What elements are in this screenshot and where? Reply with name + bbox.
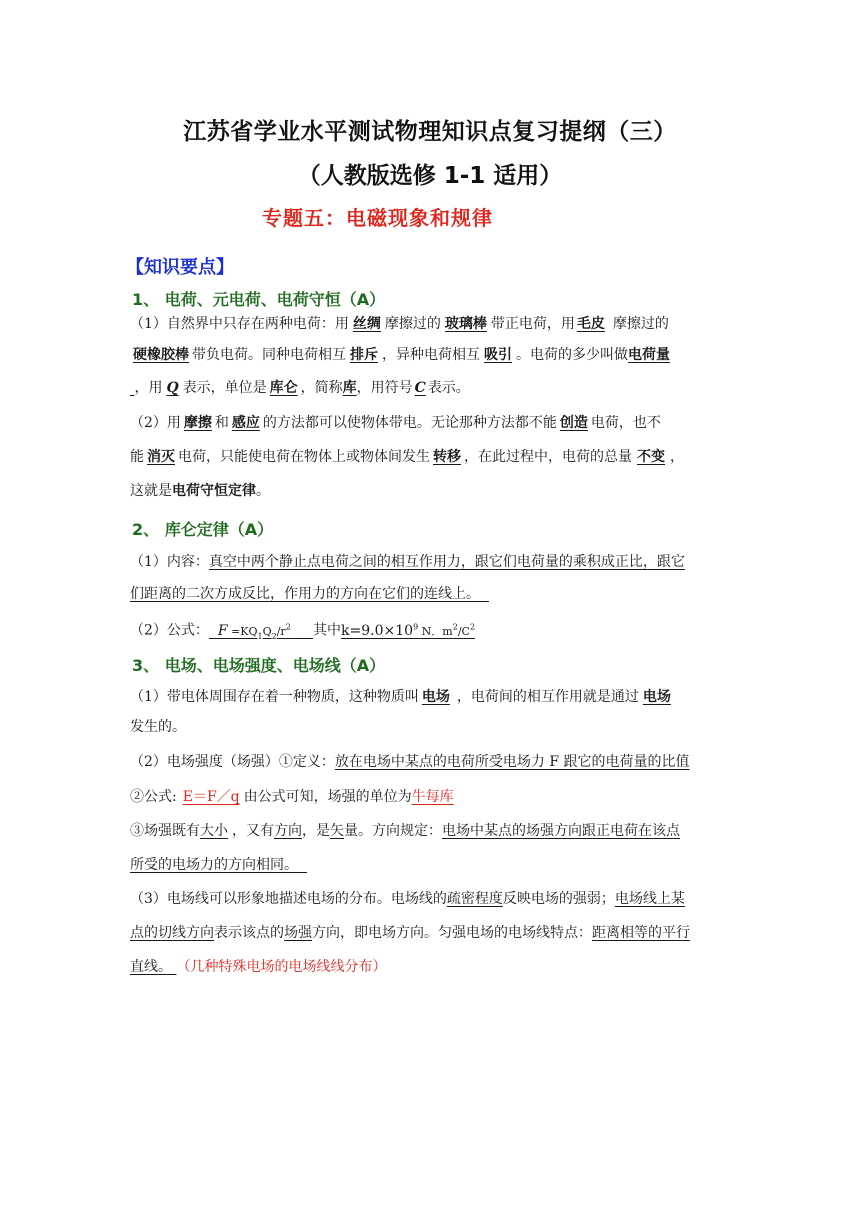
heading-coulomb: 2、 库仑定律（A） [132,520,274,539]
s3-line-6: 所受的电场力的方向相同。 [130,857,298,873]
s1-line-5: 能 消灭 电荷，只能使电荷在物体上或物体间发生 转移 ，在此过程中，电荷的总量 不变 ， [130,449,684,465]
s1-line-6: 这就是电荷守恒定律。 [130,483,270,499]
document-subtitle: （人教版选修 1-1 适用） [297,163,563,189]
s2-line-3-formula: （2）公式： $F =KQ_1Q_2/r^2$ 其中$k=9.0\times 10^9$ N．$m^2/C^2$ [130,622,476,641]
s3-line-9: 直线。 （几种特殊电场的电场线线分布） [130,959,387,975]
s1-line-2: 硬橡胶棒 带负电荷。同种电荷相互 排斥 ，异种电荷相互 吸引 。电荷的多少叫做电荷量 [133,347,670,363]
s3-line-4: ②公式: E＝F／q 由公式可知，场强的单位为牛每库 [130,789,454,805]
s2-line-2: 们距离的二次方成反比，作用力的方向在它们的连线上。 [130,586,480,602]
s3-line-3: （2）电场强度（场强）①定义：放在电场中某点的电荷所受电场力 F 跟它的电荷量的比值 [130,754,690,770]
s3-line-7: （3）电场线可以形象地描述电场的分布。电场线的疏密程度反映电场的强弱；电场线上某 [130,891,685,907]
heading-charge: 1、 电荷、元电荷、电荷守恒（A） [132,290,386,309]
s3-line-8: 点的切线方向表示该点的场强方向，即电场方向。匀强电场的电场线特点：距离相等的平行 [130,925,690,941]
s3-line-1: （1）带电体周围存在着一种物质，这种物质叫 电场 ，电荷间的相互作用就是通过 电场 [130,689,671,705]
heading-electric-field: 3、 电场、电场强度、电场线（A） [132,656,386,675]
s3-line-5: ③场强既有大小 ，又有方向，是矢量。方向规定：电场中某点的场强方向跟正电荷在该点 [130,823,680,839]
s3-line-2: 发生的。 [130,719,186,735]
s2-line-1: （1）内容：真空中两个静止点电荷之间的相互作用力，跟它们电荷量的乘积成正比，跟它 [130,554,685,570]
s1-line-1: （1）自然界中只存在两种电荷：用 丝绸 摩擦过的 玻璃棒 带正电荷，用 毛皮 摩擦过的 [130,316,669,332]
section-label: 【知识要点】 [126,257,234,278]
s1-line-3: ，用 Q 表示，单位是 库仑 ，简称库，用符号 C 表示。 [134,380,470,396]
document-title: 江苏省学业水平测试物理知识点复习提纲（三） [183,119,677,145]
s1-line-4: （2）用 摩擦 和 感应 的方法都可以使物体带电。无论那种方法都不能 创造 电荷，也不 [130,415,661,431]
topic-title: 专题五：电磁现象和规律 [262,206,493,230]
